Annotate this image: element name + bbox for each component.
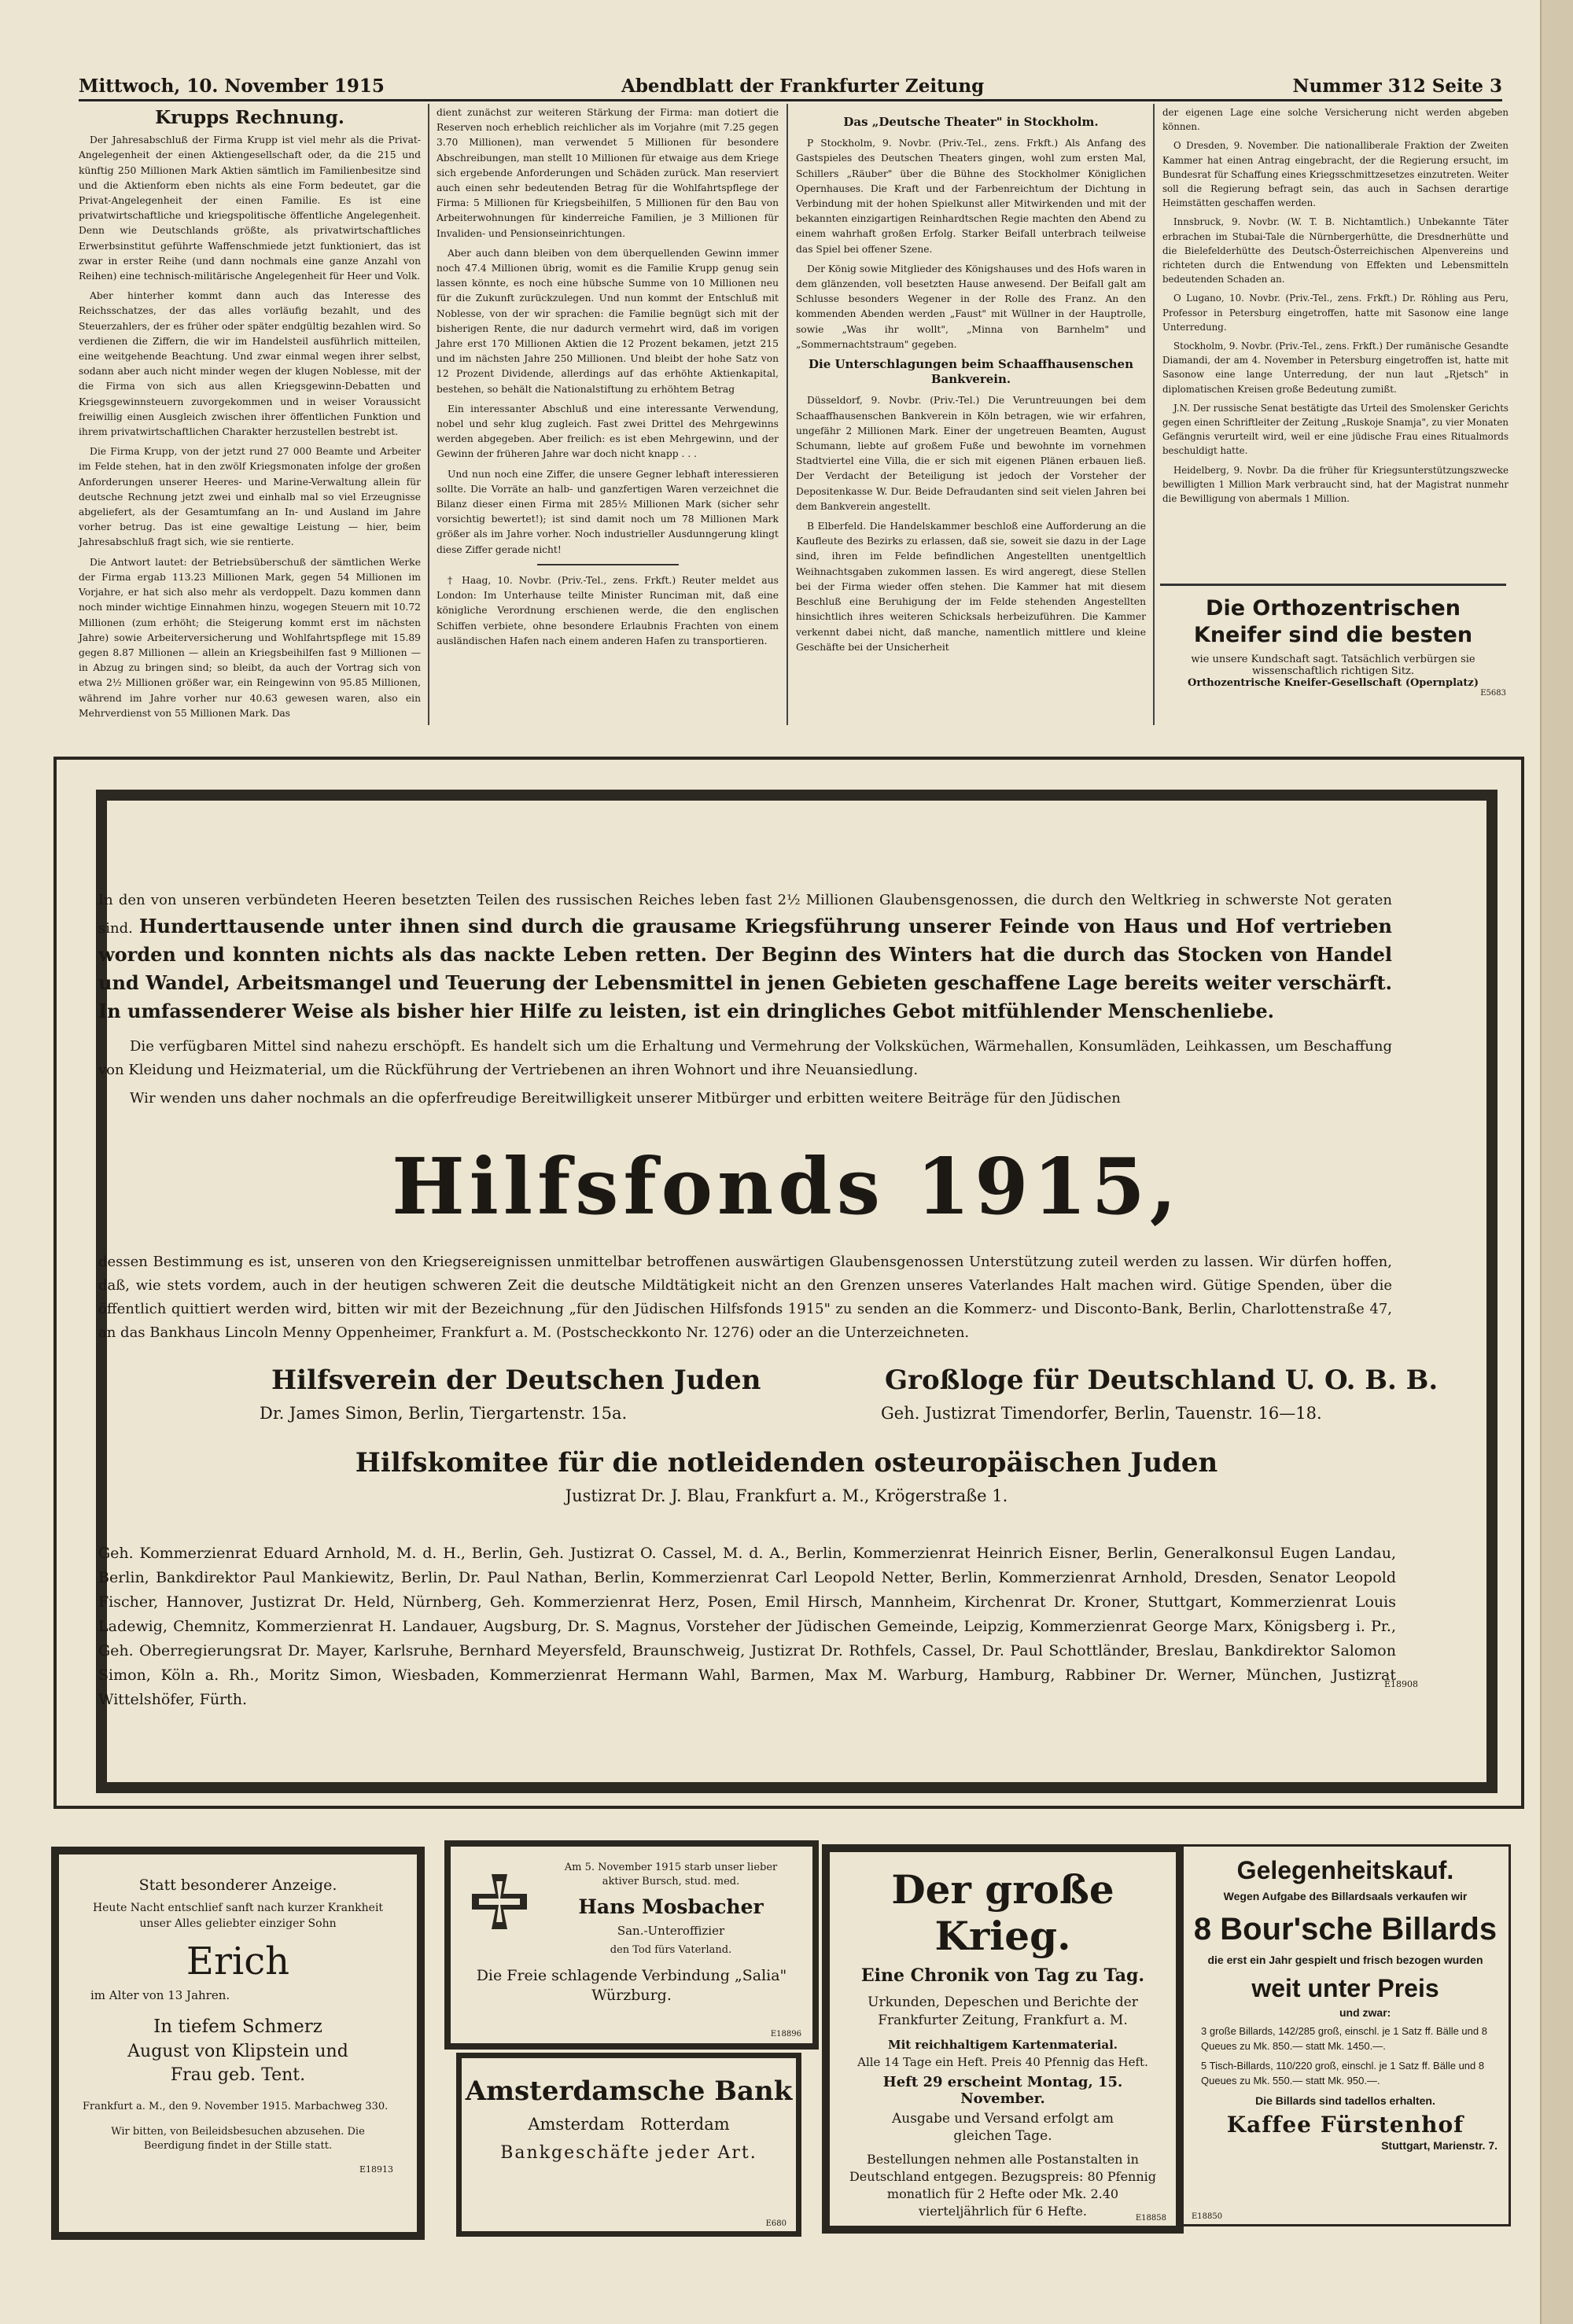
paragraph: Ein interessanter Abschluß und eine interessante Verwendung, nobel und sehr klug zugleich. Fast zwei Drittel des Mehrgewinns werden abgegeben. Aber freilich: es ist eben Mehrgewinn, und der Gewinn der früheren Jahre war doch nicht knapp . . .	[437, 403, 779, 460]
billiard-title: Gelegenheitskauf.	[1236, 1856, 1454, 1884]
chronicle-text: Ausgabe und Versand erfolgt am gleichen Tage.	[891, 2111, 1114, 2144]
article-title: Das „Deutsche Theater" in Stockholm.	[843, 115, 1099, 129]
obit-heading: Statt besonderer Anzeige.	[138, 1877, 337, 1894]
kneifer-sub: wie unsere Kundschaft sagt. Tatsächlich verbürgen sie wissenschaftlich richtigen Sitz.	[1191, 654, 1475, 677]
billiard-text: die erst ein Jahr gespielt und frisch bezogen wurden	[1207, 1954, 1483, 1966]
header-page-number: Nummer 312 Seite 3	[1292, 76, 1502, 97]
article-krupp-cont	[437, 105, 779, 654]
chronicle-text: Urkunden, Depeschen und Berichte der Frankfurter Zeitung, Frankfurt a. M.	[868, 1994, 1138, 2028]
obit-name: Erich	[186, 1939, 290, 1983]
paragraph: Die Firma Krupp, von der jetzt rund 27 000 Beamte und Arbeiter im Felde stehen, hat in den zwölf Kriegsmonaten infolge der großen Anforderungen unserer Heeres- und Marine-Verwaltung allein für deutsche Rechnung jetzt zwei und einhalb mal so viel Erzeugnisse abgeliefert, als der Gesamtumfang an In- und Ausland im Jahre vorher betrug. Das ist eine gewaltige Leistung — hier, beim Jahresabschluß fragt sich, wie sie rentierte.	[79, 446, 421, 548]
iron-cross-icon	[468, 1870, 531, 1933]
article-krupp	[79, 107, 421, 726]
paragraph: J.N. Der russische Senat bestätigte das Urteil des Smolensker Gerichts gegen einen Schriftleiter der Zeitung „Ruskoje Snamja", zu vier Monaten Gefängnis verurteilt wird, weil er eine jüdische Frau eines Ritualmords beschuldigt hatte.	[1162, 402, 1509, 457]
billiard-offer: 5 Tisch-Billards, 110/220 groß, einschl. je 1 Satz ff. Bälle und 8 Queues zu Mk. 550.— statt Mk. 950.—.	[1201, 2060, 1485, 2086]
ad-code: E18850	[1192, 2212, 1223, 2221]
column-rule	[786, 104, 788, 725]
obit-parents: August von Klipstein und Frau geb. Tent.	[127, 2042, 348, 2085]
obit-text: Am 5. November 1915 starb unser lieber aktiver Bursch, stud. med.	[564, 1862, 778, 1888]
billiard-text: Die Billards sind tadellos erhalten.	[1255, 2094, 1435, 2107]
bank-ad	[456, 2053, 801, 2237]
billiard-heading: 8 Bour'sche Billards	[1193, 1912, 1497, 1946]
bank-text: Bankgeschäfte jeder Art.	[500, 2143, 757, 2163]
paragraph: Und nun noch eine Ziffer, die unsere Gegner lebhaft interessieren sollte. Die Vorräte an halb- und ganzfertigen Waren verzeichnet die Bilanz dieser einen Firma mit 285½ Millionen Mark (sicher sehr vorsichtig bewertet!); ist sind damit noch um 78 Millionen Mark größer als im Jahre vorher. Noch industrieller Ausdunngerung klingt diese Ziffer gerade nicht!	[437, 468, 779, 555]
news-column-4	[1162, 105, 1509, 510]
ad-code: E18913	[359, 2164, 393, 2175]
ad-code: E18858	[1135, 2214, 1166, 2223]
paragraph: Der König sowie Mitglieder des Königshauses und des Hofs waren in dem glänzenden, voll besetzten Hause anwesend. Der Beifall galt am Schlusse besonders Wegener in der Rolle des Franz. An den kommenden Abenden werden „Faust" mit Wüllner in der Hauptrolle, sowie „Was ihr wollt", „Minna von Barnhelm" und „Sommernachtstraum" gegeben.	[796, 263, 1146, 350]
chronicle-text: Mit reichhaltigem Kartenmaterial.	[887, 2038, 1118, 2052]
chronicle-issue: Heft 29 erscheint Montag, 15. November.	[882, 2074, 1123, 2107]
paragraph: dient zunächst zur weiteren Stärkung der Firma: man dotiert die Reserven noch erheblich reichlicher als im Vorjahre (mit 7.25 gegen 3.70 Millionen), man verwendet 5 Millionen für besondere Abschreibungen, man stellt 10 Millionen für etwaige aus dem Kriege sich ergebende Anforderungen und Schäden zurück. Man reserviert auch einen sehr bedeutenden Betrag für die Wohlfahrtspflege der Firma: 5 Millionen für Kriegsbeihilfen, 5 Millionen für den Bau von Arbeiterwohnungen für kinderreiche Familien, je 3 Millionen für Invaliden- und Pensionseinrichtungen.	[437, 107, 779, 239]
obit-rank: San.-Unteroffizier	[617, 1924, 725, 1938]
appeal-text: Die verfügbaren Mittel sind nahezu erschöpft. Es handelt sich um die Erhaltung und Vermehrung der Volksküchen, Wärmehallen, Konsumläden, Leihkassen, um Beschaffung von Kleidung und Heizmaterial, um die Rückführung der Vertriebenen an ihren Wohnort und ihre Neuansiedlung.	[98, 1038, 1392, 1078]
billiard-offer: 3 große Billards, 142/285 groß, einschl. je 1 Satz ff. Bälle und 8 Queues zu Mk. 850.— statt Mk. 1450.—.	[1201, 2025, 1487, 2052]
ad-code: E680	[765, 2219, 786, 2228]
chronicle-price: Alle 14 Tage ein Heft. Preis 40 Pfennig das Heft.	[857, 2055, 1148, 2069]
billiard-cafe: Kaffee Fürstenhof	[1226, 2112, 1464, 2138]
bank-name: Amsterdamsche Bank	[465, 2075, 793, 2107]
obit-text: den Tod fürs Vaterland.	[610, 1944, 732, 1956]
paragraph: Der Jahresabschluß der Firma Krupp ist viel mehr als die Privat-Angelegenheit der einen Aktiengesellschaft oder, da die 215 und künftig 250 Millionen Mark Aktien sämtlich im Familienbesitze sind und die Aktienform eben nichts als eine Form bedeutet, gar die Privat-Angelegenheit der einen Familie. Es ist eine privatwirtschaftliche und kriegspolitische öffentliche Angelegenheit. Denn wie Deutschlands größte, als privatwirtschaftliches Erwerbsinstitut geführte Waffenschmiede jetzt funktioniert, das ist zwar in erster Reihe (und dann nochmals eine ganze Anzahl von Reihen) eine technisch-militärische Angelegenheit für Heer und Volk.	[79, 134, 421, 282]
paragraph: Aber hinterher kommt dann auch das Interesse des Reichsschatzes, der das alles vorläufig bezahlt, und des Steuerzahlers, der es früher oder später endgültig bezahlen wird. So verdienen die Ziffern, die wir im Handelsteil ausführlich mitteilen, eine weitgehende Beachtung. Und zwar einmal wegen ihrer selbst, sodann aber auch nicht minder wegen der klugen Noblesse, mit der die Firma von sich aus allen Kriegsgewinn-Debatten und Kriegsgewinnsteuern zuvorgekommen und in weiser Voraussicht freiwillig einen Ausgleich zwischen ihrer öffentlichen Funktion und ihrem privatwirtschaftlichen Charakter herzustellen bestrebt ist.	[79, 290, 421, 438]
obit-name: Hans Mosbacher	[578, 1895, 764, 1918]
chronicle-title: Der große Krieg.	[891, 1866, 1114, 1959]
paragraph: B Elberfeld. Die Handelskammer beschloß eine Aufforderung an die Kaufleute des Bezirks zu erlassen, daß sie, soweit sie dazu in der Lage sind, ihren im Felde befindlichen Angestellten unentgeltlich Weihnachtsgaben zukommen lassen. Es wird angeregt, diese Stellen bei der Firma wieder offen stehen. Die Kammer hat mit diesem Beschluß eine Beruhigung der im Felde stehenden Angestellten hinsichtlich ihres weiteren Schicksals herbeizuführen. Die Kammer verkennt dabei nicht, daß manche, namentlich mittlere und kleine Geschäfte bei der Unsicherheit	[796, 521, 1146, 653]
org-hilfsverein-sub: Dr. James Simon, Berlin, Tiergartenstr. 15a.	[260, 1404, 628, 1423]
bank-cities: Amsterdam Rotterdam	[528, 2115, 730, 2134]
chronicle-ad	[822, 1844, 1184, 2234]
chronicle-text: Bestellungen nehmen alle Postanstalten in Deutschland entgegen. Bezugspreis: 80 Pfennig monatlich für 2 Hefte oder Mk. 2.40 vierteljährlich für 6 Hefte.	[849, 2152, 1157, 2219]
header-paper: Abendblatt der Frankfurter Zeitung	[621, 76, 985, 97]
appeal-text: In den von unseren verbündeten Heeren besetzten Teilen des russischen Reiches leben fast 2½ Millionen Glaubensgenossen, die durch den Weltkrieg in schwerste Not geraten sind.	[98, 892, 1392, 937]
obit-note: Wir bitten, von Beileidsbesuchen abzusehen. Die Beerdigung findet in der Stille statt.	[111, 2126, 365, 2152]
obit-sorrow: In tiefem Schmerz	[153, 2016, 322, 2037]
kneifer-ad	[1160, 584, 1506, 724]
ad-code: E18908	[1384, 1679, 1419, 1689]
paragraph: Aber auch dann bleiben von dem überquellenden Gewinn immer noch 47.4 Millionen übrig, womit es die Familie Krupp genug sein lassen könnte, es noch eine hübsche Summe von 10 Millionen neu für die Zukunft zurückzulegen. Und nun kommt der Entschluß mit Noblesse, von der wir sprachen: die Familie begnügt sich mit der bisherigen Rente, die nur dadurch vermehrt wird, daß im vorigen Jahre erst 170 Millionen Aktien die 12 Prozent bekamen, jetzt 215 und im nächsten Jahre 250 Millionen. Und bleibt der hohe Satz von 12 Prozent Dividende, allerdings auf das erhöhte Aktienkapital, bestehen, so behält die Nationalstiftung zu erhöhtem Betrag	[437, 247, 779, 395]
paragraph: O Lugano, 10. Novbr. (Priv.-Tel., zens. Frkft.) Dr. Röhling aus Peru, Professor in Petersburg eingetroffen, hatte mit Sasonow eine lange Unterredung.	[1162, 293, 1509, 333]
paragraph: Innsbruck, 9. Novbr. (W. T. B. Nichtamtlich.) Unbekannte Täter erbrachen im Stubai-Tale die Nürnbergerhütte, die Dresdnerhütte und die Bielefelderhütte des Deutsch-Österreichischen Alpenvereins und richteten durch die Entwendung von Effekten und Lebensmitteln bedeutenden Schaden an.	[1162, 216, 1509, 285]
paragraph: Düsseldorf, 9. Novbr. (Priv.-Tel.) Die Veruntreuungen bei dem Schaaffhausenschen Bankverein in Köln betragen, wie wir erfahren, ungefähr 2 Millionen Mark. Einer der ungetreuen Beamten, August Schumann, liebte auf großem Fuße und bewohnte im vornehmen Stadtviertel eine Villa, die er sich mit eigenen Plänen erbauen ließ. Der Verdacht der Beteiligung ist jedoch der Vorsteher der Depositenkasse W. Dur. Beide Defraudanten sind seit vielen Jahren bei dem Bankverein angestellt.	[796, 395, 1146, 512]
obituary-mosbacher	[444, 1840, 819, 2050]
header-date: Mittwoch, 10. November 1915	[79, 76, 385, 97]
appeal-body: dessen Bestimmung es ist, unseren von den Kriegsereignissen unmittelbar betroffenen auswärtigen Glaubensgenossen Unterstützung zuteil werden zu lassen. Wir dürfen hoffen, daß, wie stets vordem, auch in der heutigen schweren Zeit die deutsche Mildtätigkeit nicht an den Grenzen unseres Vaterlandes Halt machen wird. Gütige Spenden, über die öffentlich quittiert werden wird, bitten wir mit der Bezeichnung „für den Jüdischen Hilfsfonds 1915" zu senden an die Kommerz- und Disconto-Bank, Berlin, Charlottenstraße 47, an das Bankhaus Lincoln Menny Oppenheimer, Frankfurt a. M. (Postscheckkonto Nr. 1276) oder an die Unterzeichneten.	[98, 1254, 1392, 1341]
paragraph: der eigenen Lage eine solche Versicherung nicht werden abgeben können.	[1162, 107, 1509, 133]
paragraph: Stockholm, 9. Novbr. (Priv.-Tel., zens. Frkft.) Der rumänische Gesandte Diamandi, der am 4. November in Petersburg eingetroffen ist, hatte mit Sasonow eine lange Unterredung, der nun laut „Rjetsch" in diplomatischen Kreisen große Bedeutung zumißt.	[1162, 341, 1509, 395]
obituary-erich	[51, 1847, 425, 2240]
ad-code: E5683	[1480, 689, 1506, 698]
article-theater	[796, 110, 1146, 660]
paragraph: † Haag, 10. Novbr. (Priv.-Tel., zens. Frkft.) Reuter meldet aus London: Im Unterhause teilte Minister Runciman mit, daß eine königliche Verordnung erschienen werde, die den englischen Schiffen verbiete, ohne besondere Erlaubnis Frachten von einem ausländischen Hafen nach einem anderen Hafen zu transportieren.	[437, 574, 779, 646]
obit-place: Frankfurt a. M., den 9. November 1915. Marbachweg 330.	[83, 2101, 389, 2112]
paragraph: Die Antwort lautet: der Betriebsüberschuß der sämtlichen Werke der Firma ergab 113.23 Millionen Mark, gegen 54 Millionen im Vorjahre, er hat sich also mehr als verdoppelt. Dazu kommen dann noch minder wichtige Einnahmen hinzu, wogegen Steuern mit 10.72 Millionen (zum erhöht; die Steigerung kommt erst im nächsten Jahre) sowie Arbeiterversicherung und Wohlfahrtspflege mit 15.89 gegen 8.87 Millionen — allein an Kriegsbeihilfen fast 9 Millionen — in Abzug zu bringen sind; so bleibt, da auch der Vortrag sich von etwa 2½ Millionen größer war, ein Reingewinn von 95.85 Millionen, während im Jahre vorher nur 40.63 gewesen waren, also ein Mehrverdienst von 55 Millionen Mark. Das	[79, 556, 421, 719]
org-hilfskomitee-sub: Justizrat Dr. J. Blau, Frankfurt a. M., Krögerstraße 1.	[565, 1486, 1008, 1505]
obit-fraternity: Die Freie schlagende Verbindung „Salia" Würzburg.	[476, 1967, 787, 2004]
kneifer-title: Die Orthozentrischen Kneifer sind die besten	[1193, 596, 1473, 647]
billiard-ad	[1180, 1844, 1511, 2226]
billiard-text: und zwar:	[1339, 2006, 1391, 2019]
fund-title: Hilfsfonds 1915,	[392, 1142, 1181, 1232]
billiard-price: weit unter Preis	[1251, 1974, 1439, 2002]
ad-code: E18896	[770, 2030, 801, 2039]
billiard-text: Wegen Aufgabe des Billardsaals verkaufen wir	[1223, 1890, 1468, 1902]
article-title: Die Unterschlagungen beim Schaaffhausenschen Bankverein.	[809, 357, 1133, 387]
org-grossloge-sub: Geh. Justizrat Timendorfer, Berlin, Tauenstr. 16—18.	[881, 1404, 1322, 1423]
paragraph: Heidelberg, 9. Novbr. Da die früher für Kriegsunterstützungszwecke bewilligten 1 Million Mark verbraucht sind, hat der Magistrat nunmehr die Bewilligung von abermals 1 Million.	[1162, 464, 1509, 505]
obit-text: Heute Nacht entschlief sanft nach kurzer Krankheit unser Alles geliebter einziger Sohn	[92, 1902, 384, 1930]
chronicle-sub: Eine Chronik von Tag zu Tag.	[860, 1965, 1145, 1986]
column-rule	[1153, 104, 1155, 725]
signatories: Geh. Kommerzienrat Eduard Arnhold, M. d. H., Berlin, Geh. Justizrat O. Cassel, M. d. A., Berlin, Kommerzienrat Heinrich Eisner, Berlin, Generalkonsul Eugen Landau, Berlin, Bankdirektor Paul Mankiewitz, Berlin, Dr. Paul Nathan, Berlin, Kommerzienrat Carl Leopold Netter, Berlin, Kommerzienrat Arnhold, Dresden, Senator Leopold Fischer, Hannover, Justizrat Dr. Held, Nürnberg, Geh. Kommerzienrat Herz, Posen, Emil Hirsch, Mannheim, Kirchenrat Dr. Kroner, Stuttgart, Kommerzienrat Louis Ladewig, Chemnitz, Kommerzienrat H. Landauer, Augsburg, Dr. S. Magnus, Vorsteher der Jüdischen Gemeinde, Leipzig, Kommerzienrat George Marx, Königsberg i. Pr., Geh. Oberregierungsrat Dr. Mayer, Karlsruhe, Bernhard Meyersfeld, Braunschweig, Justizrat Dr. Rothfels, Cassel, Dr. Paul Schottländer, Breslau, Bankdirektor Salomon Simon, Köln a. Rh., Moritz Simon, Wiesbaden, Kommerzienrat Hermann Wahl, Barmen, Max M. Warburg, Hamburg, Rabbiner Dr. Werner, München, Justizrat Wittelshöfer, Fürth.	[98, 1545, 1396, 1708]
obit-age: im Alter von 13 Jahren.	[90, 1988, 230, 2002]
article-title: Krupps Rechnung.	[155, 107, 344, 128]
appeal-emphasis: Hunderttausende unter ihnen sind durch die grausame Kriegsführung unserer Feinde von Haus und Hof vertrieben worden und konnten nichts als das nackte Leben retten. Der Beginn des Winters hat die durch das Stocken von Handel und Wandel, Arbeitsmangel und Teuerung der Lebensmittel in jenen Gebieten geschaffene Lage bereits weiter verschärft. In umfassenderer Weise als bisher hier Hilfe zu leisten, ist ein dringliches Gebot mitfühlender Menschenliebe.	[98, 915, 1392, 1022]
appeal-intro	[98, 889, 1392, 1110]
org-hilfsverein: Hilfsverein der Deutschen Juden	[271, 1365, 761, 1396]
org-grossloge: Großloge für Deutschland U. O. B. B.	[885, 1365, 1439, 1396]
org-hilfskomitee: Hilfskomitee für die notleidenden osteuropäischen Juden	[355, 1447, 1218, 1479]
paragraph: O Dresden, 9. November. Die nationalliberale Fraktion der Zweiten Kammer hat einen Antrag eingebracht, der die Regierung ersucht, im Bundesrat für Schaffung eines Kriegsschmittzesetzes einzutreten. Weiter soll die Regierung befragt sein, das auch in Sachsen derartige Heimstätten geschaffen werden.	[1162, 140, 1509, 209]
page-header	[79, 76, 1502, 101]
billiard-address: Stuttgart, Marienstr. 7.	[1381, 2139, 1497, 2152]
appeal-text: Wir wenden uns daher nochmals an die opferfreudige Bereitwilligkeit unserer Mitbürger und erbitten weitere Beiträge für den Jüdischen	[130, 1090, 1121, 1107]
kneifer-firm: Orthozentrische Kneifer-Gesellschaft (Opernplatz)	[1188, 677, 1479, 689]
paragraph: P Stockholm, 9. Novbr. (Priv.-Tel., zens. Frkft.) Als Anfang des Gastspieles des Deutschen Theaters gingen, wohl zum ersten Mal, Schillers „Räuber" über die Bühne des Stockholmer Königlichen Opernhauses. Die Kraft und der Farbenreichtum der Dichtung in Verbindung mit der hohen Spielkunst aller Mitwirkenden und mit der bekannten einzigartigen Reinhardtschen Regie machten den Abend zu einem wahrhaft großen Erfolg. Starker Beifall unterbrach teilweise das Spiel bei offener Szene.	[796, 138, 1146, 255]
divider	[537, 564, 679, 565]
column-rule	[428, 104, 429, 725]
